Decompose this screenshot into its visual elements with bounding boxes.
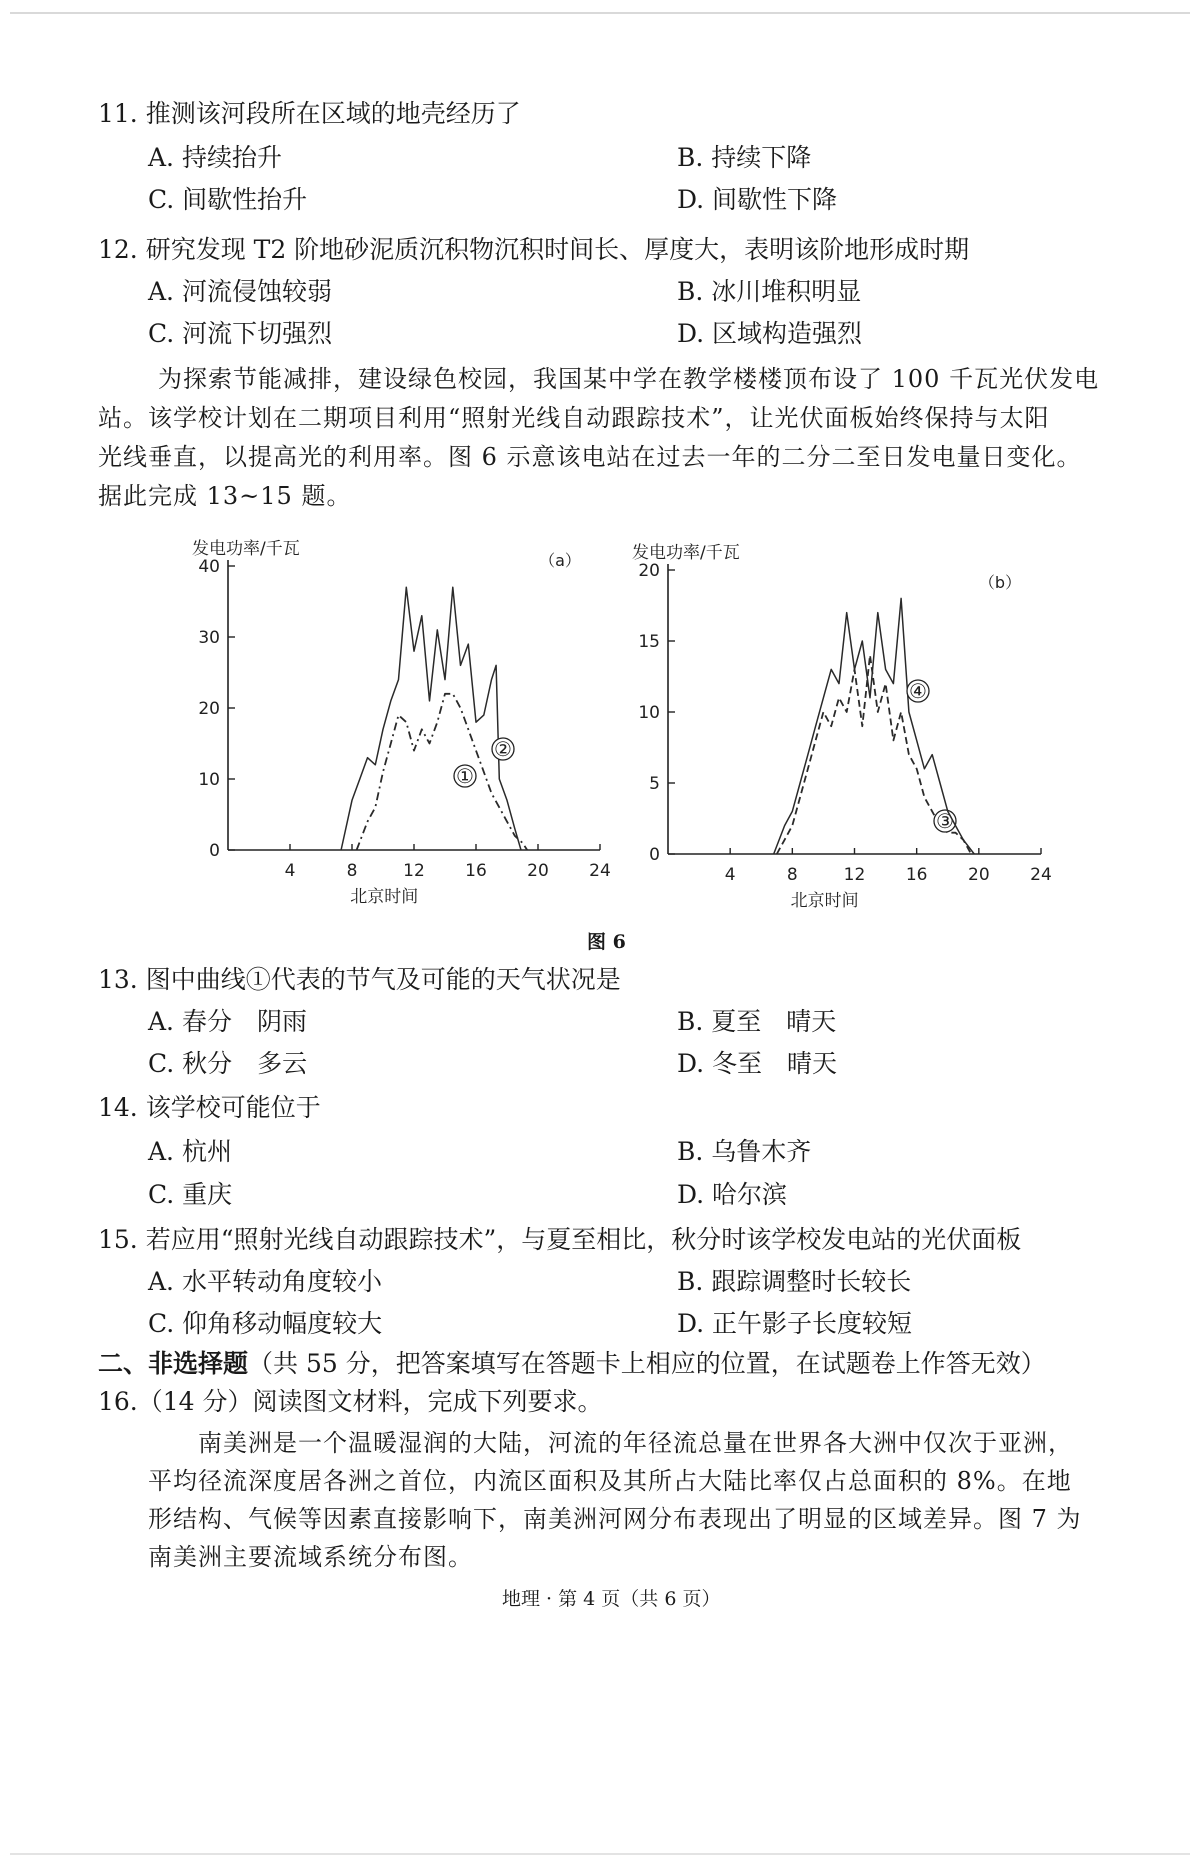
- q16-stem: 16.（14 分）阅读图文材料，完成下列要求。: [98, 1387, 603, 1416]
- chart-b-y-tick-label: 0: [649, 845, 660, 865]
- chart-b-panel-label: （b）: [978, 573, 1022, 592]
- q12-option-d: D. 区域构造强烈: [677, 319, 863, 348]
- q15-stem: 15. 若应用“照射光线自动跟踪技术”，与夏至相比，秋分时该学校发电站的光伏面板: [98, 1225, 1022, 1254]
- chart-b-x-tick-label: 24: [1030, 865, 1052, 885]
- chart-a-x-axis-label: 北京时间: [350, 887, 419, 907]
- chart-a-x-tick-label: 16: [465, 861, 487, 881]
- scan-border-top: [10, 12, 1190, 14]
- chart-a-x-tick-label: 12: [403, 861, 425, 881]
- chart-b-y-tick-label: 15: [638, 632, 660, 652]
- chart-b-y-tick-label: 10: [638, 703, 660, 723]
- chart-b-x-tick-label: 12: [843, 865, 866, 885]
- figure-caption: 图 6: [587, 931, 626, 953]
- chart-a-y-tick-label: 40: [198, 557, 220, 577]
- chart-a-y-tick-label: 20: [198, 699, 220, 719]
- chart-b-x-tick-label: 16: [905, 865, 928, 885]
- q16-line-1: 南美洲是一个温暖湿润的大陆，河流的年径流总量在世界各大洲中仅次于亚洲，: [198, 1429, 1073, 1457]
- chart-a-y-tick-label: 10: [198, 770, 220, 790]
- q11-option-a: A. 持续抬升: [148, 143, 282, 172]
- section-2-title: 二、非选择题: [98, 1349, 249, 1378]
- chart-a-panel-label: （a）: [539, 551, 581, 570]
- q13-option-d: D. 冬至 晴天: [677, 1049, 838, 1078]
- q12-option-a: A. 河流侵蚀较弱: [148, 277, 332, 306]
- chart-a-series-label-1: ①: [456, 764, 474, 788]
- chart-a-series-label-2: ②: [494, 737, 512, 761]
- section-2-heading: [98, 1348, 1046, 1380]
- q14-option-d: D. 哈尔滨: [677, 1180, 788, 1209]
- scan-border-bottom: [10, 1853, 1190, 1855]
- chart-b-x-tick-label: 8: [786, 865, 798, 885]
- q16-line-2: 平均径流深度居各洲之首位，内流区面积及其所占大陆比率仅占总面积的 8%。在地: [148, 1467, 1072, 1495]
- q14-option-a: A. 杭州: [148, 1137, 232, 1166]
- chart-b-series-label-2: ④: [909, 679, 927, 703]
- chart-a-x-tick-label: 4: [284, 861, 296, 881]
- q11-option-b: B. 持续下降: [677, 143, 812, 172]
- q15-option-a: A. 水平转动角度较小: [148, 1267, 382, 1296]
- chart-a-series-line-2: [341, 587, 521, 850]
- q11-option-c: C. 间歇性抬升: [148, 185, 308, 214]
- q12-option-b: B. 冰川堆积明显: [677, 277, 862, 306]
- intro-line-3: 光线垂直，以提高光的利用率。图 6 示意该电站在过去一年的二分二至日发电量日变化。: [98, 443, 1082, 471]
- chart-b-y-axis-label: 发电功率/千瓦: [632, 543, 740, 563]
- q13-option-a: A. 春分 阴雨: [148, 1007, 307, 1036]
- chart-a-x-tick-label: 8: [346, 861, 358, 881]
- chart-a-x-tick-label: 20: [527, 861, 549, 881]
- q12-stem: 12. 研究发现 T2 阶地砂泥质沉积物沉积时间长、厚度大，表明该阶地形成时期: [98, 235, 970, 264]
- q14-option-c: C. 重庆: [148, 1180, 233, 1209]
- chart-b-y-tick-label: 20: [638, 561, 660, 581]
- q13-option-c: C. 秋分 多云: [148, 1049, 308, 1078]
- chart-a-y-tick-label: 30: [198, 628, 220, 648]
- q13-stem: 13. 图中曲线①代表的节气及可能的天气状况是: [98, 965, 621, 994]
- chart-b-x-axis-label: 北京时间: [790, 891, 859, 911]
- chart-b-series-label-1: ③: [936, 809, 954, 833]
- intro-line-1: 为探索节能减排，建设绿色校园，我国某中学在教学楼楼顶布设了 100 千瓦光伏发电: [158, 365, 1100, 393]
- chart-b-x-tick-label: 4: [724, 865, 736, 885]
- chart-b-y-tick-label: 5: [649, 774, 660, 794]
- q11-option-d: D. 间歇性下降: [677, 185, 838, 214]
- q15-option-b: B. 跟踪调整时长较长: [677, 1267, 912, 1296]
- q14-stem: 14. 该学校可能位于: [98, 1093, 321, 1122]
- intro-line-4: 据此完成 13~15 题。: [98, 482, 352, 510]
- intro-line-2: 站。该学校计划在二期项目利用“照射光线自动跟踪技术”，让光伏面板始终保持与太阳: [98, 404, 1050, 432]
- chart-a-y-tick-label: 0: [209, 841, 220, 861]
- chart-b-x-tick-label: 20: [968, 865, 990, 885]
- q14-option-b: B. 乌鲁木齐: [677, 1137, 812, 1166]
- chart-a-series-line-1: [357, 694, 528, 850]
- chart-a-x-tick-label: 24: [589, 861, 611, 881]
- figure-6-charts: [0, 520, 1200, 920]
- section-2-note: （共 55 分，把答案填写在答题卡上相应的位置，在试题卷上作答无效）: [248, 1349, 1046, 1378]
- page-footer: 地理 · 第 4 页（共 6 页）: [502, 1588, 721, 1610]
- chart-a-y-axis-label: 发电功率/千瓦: [192, 539, 300, 559]
- q15-option-c: C. 仰角移动幅度较大: [148, 1309, 383, 1338]
- q16-line-4: 南美洲主要流域系统分布图。: [148, 1543, 473, 1571]
- q13-option-b: B. 夏至 晴天: [677, 1007, 837, 1036]
- q12-option-c: C. 河流下切强烈: [148, 319, 333, 348]
- q15-option-d: D. 正午影子长度较短: [677, 1309, 913, 1338]
- q16-line-3: 形结构、气候等因素直接影响下，南美洲河网分布表现出了明显的区域差异。图 7 为: [148, 1505, 1082, 1533]
- q11-stem: 11. 推测该河段所在区域的地壳经历了: [98, 99, 521, 128]
